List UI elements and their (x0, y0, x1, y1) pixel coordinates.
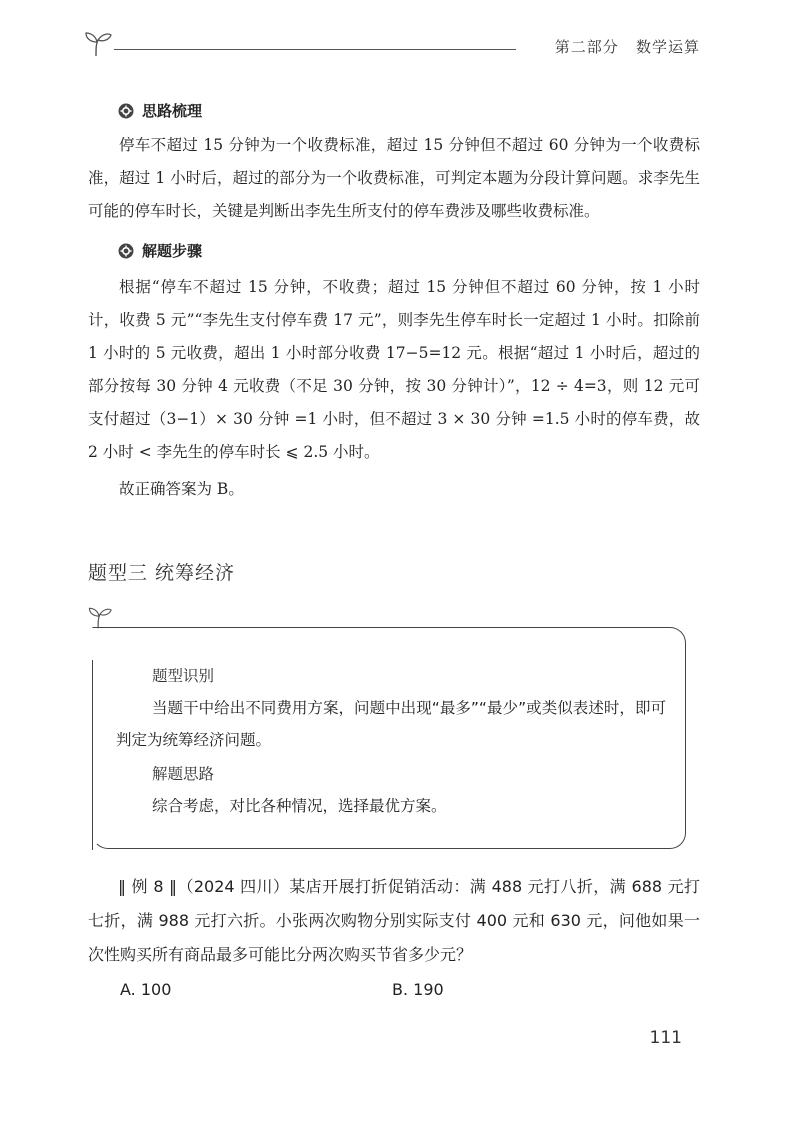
example-question: ‖ 例 8 ‖（2024 四川）某店开展打折促销活动：满 488 元打八折，满 688 元打七折，满 988 元打六折。小张两次购物分别实际支付 400 元和 630 元，问他如果一次性购买所有商品最多可能比分两次购买节省多少元？ (88, 877, 700, 964)
solution-section (88, 240, 700, 506)
solution-body: 根据“停车不超过 15 分钟，不收费；超过 15 分钟但不超过 60 分钟，按 1 小时计，收费 5 元”“李先生支付停车费 17 元”，则李先生停车时长一定超过 1 小时。扣除前 1 小时的 5 元收费，超出 1 小时部分收费 17−5=12 元。根据“超过 1 小时后，超过的部分按每 30 分钟 4 元收费（不足 30 分钟，按 30 分钟计）”，12 ÷ 4=3，则 12 元可支付超过（3−1）× 30 分钟 =1 小时，但不超过 3 × 30 分钟 =1.5 小时的停车费，故 2 小时 < 李先生的停车时长 ⩽ 2.5 小时。 (88, 278, 700, 461)
solution-answer: 故正确答案为 B。 (119, 480, 244, 498)
type-section-title: 题型三 统筹经济 (88, 562, 236, 584)
approach-label: 解题思路 (152, 765, 215, 783)
solution-title: 解题步骤 (142, 242, 203, 260)
header-section-label: 第二部分 数学运算 (554, 38, 700, 56)
analysis-heading (118, 100, 700, 121)
gear-bullet-icon (118, 103, 134, 119)
analysis-section (88, 100, 700, 228)
identify-label: 题型识别 (152, 667, 215, 685)
gear-bullet-icon (118, 243, 134, 259)
option-b: B. 190 (392, 980, 444, 999)
option-a: A. 100 (120, 980, 172, 999)
answer-options (120, 980, 660, 1010)
sprout-icon (80, 28, 114, 58)
tip-box-content (116, 660, 666, 822)
approach-text: 综合考虑，对比各种情况，选择最优方案。 (152, 797, 447, 815)
analysis-body: 停车不超过 15 分钟为一个收费标准，超过 15 分钟但不超过 60 分钟为一个收费标准，超过 1 小时后，超过的部分为一个收费标准，可判定本题为分段计算问题。求李先生可能的停车时长，关键是判断出李先生所支付的停车费涉及哪些收费标准。 (88, 136, 700, 220)
analysis-title: 思路梳理 (142, 102, 203, 120)
header-rule (114, 49, 516, 50)
tip-box-left-border (92, 660, 93, 850)
page-header (80, 28, 700, 68)
identify-text: 当题干中给出不同费用方案，问题中出现“最多”“最少”或类似表述时，即可判定为统筹经济问题。 (116, 699, 666, 749)
solution-heading (118, 240, 700, 261)
page-number: 111 (649, 1028, 682, 1048)
